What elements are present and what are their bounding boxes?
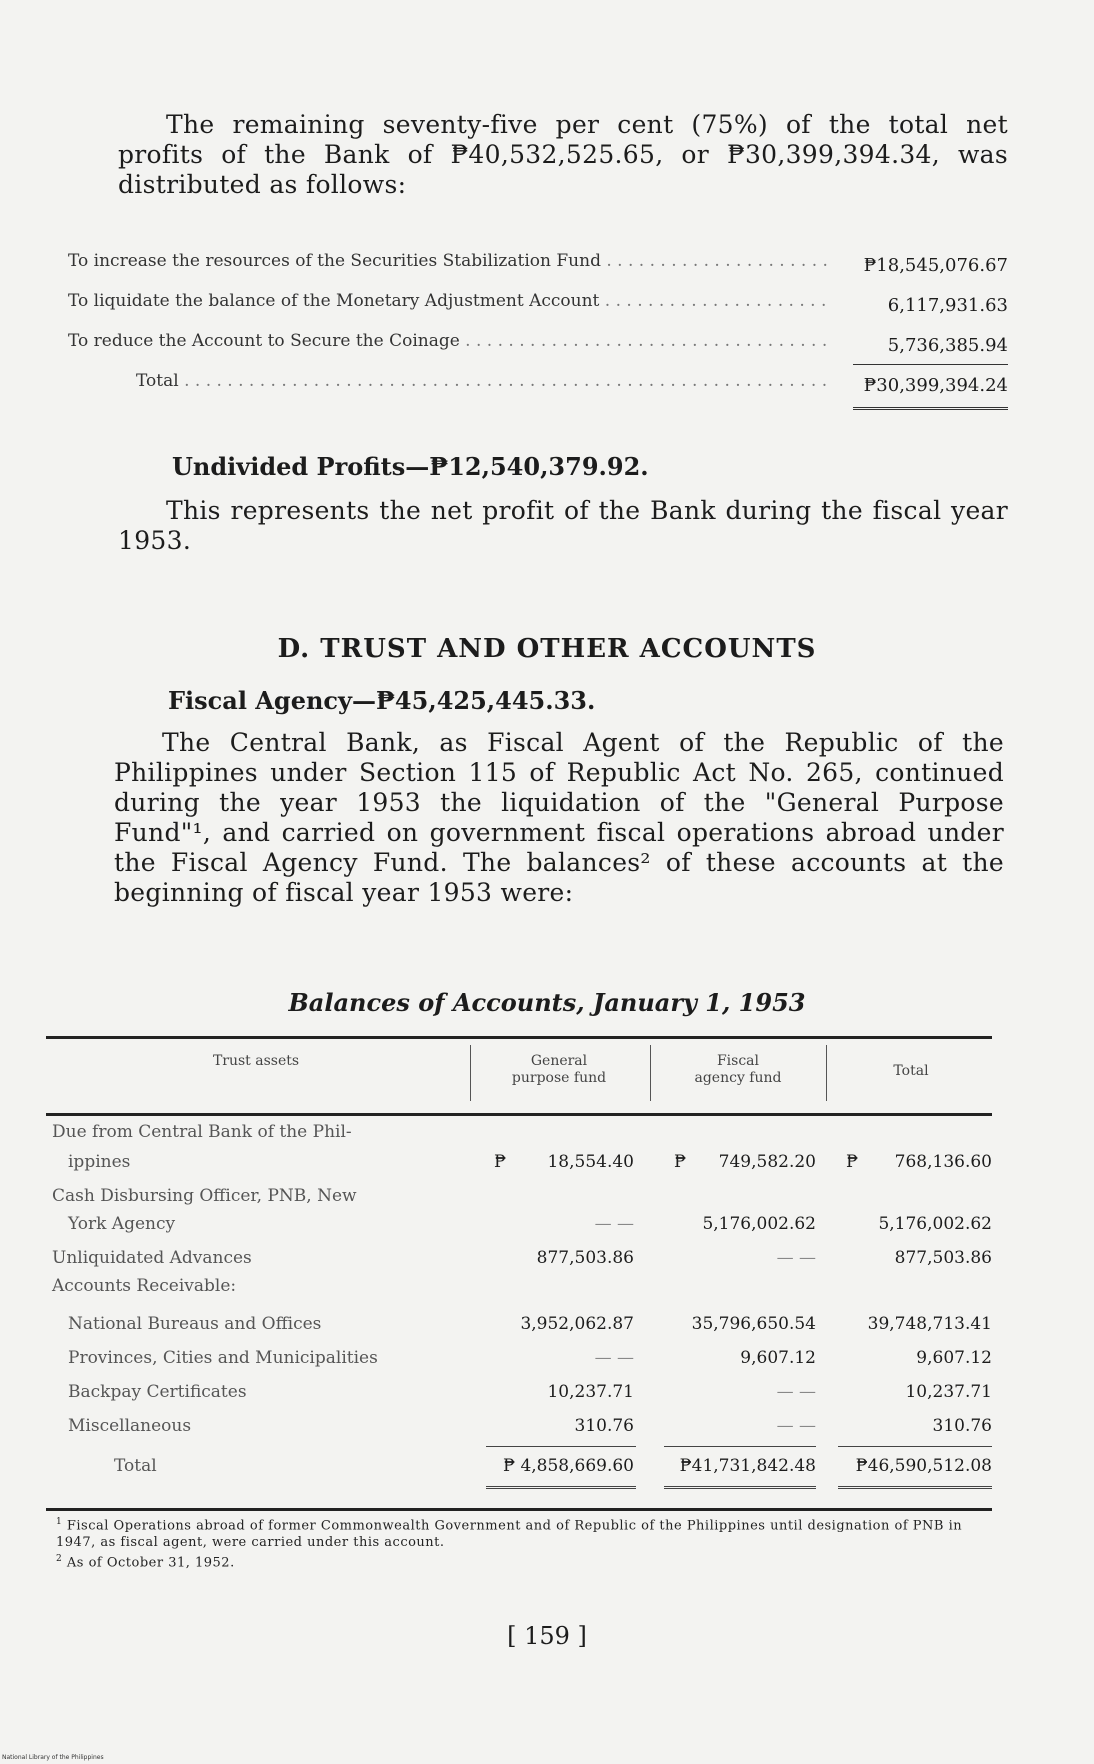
table-row: National Bureaus and Offices 3,952,062.87 35,796,650.54 39,748,713.41: [68, 1314, 992, 1334]
balances-table: [46, 1036, 992, 1511]
total-double-rule: [853, 407, 1008, 410]
header-total: Total: [893, 1063, 929, 1079]
section-heading: D. TRUST AND OTHER ACCOUNTS: [277, 634, 817, 664]
distribution-row: To increase the resources of the Securities Stabilization Fund . . . ₱18,545,076.67: [68, 243, 1008, 283]
table-row: Backpay Certificates 10,237.71 — — 10,237.71: [68, 1382, 992, 1402]
fiscal-paragraph: The Central Bank, as Fiscal Agent of the Republic of the Philippines under Section 115 of Republic Act No. 265, continued during the year 1953 the liquidation of the "General Purpose Fund"¹, and carried on government fiscal operations abroad under the Fiscal Agency Fund. The balances² of these accounts at the beginning of fiscal year 1953 were:: [114, 728, 1004, 907]
page-number: [ 159 ]: [507, 1622, 587, 1650]
header-trust-assets: Trust assets: [212, 1053, 300, 1069]
header-fiscal-agency: Fiscal agency fund: [694, 1053, 782, 1086]
table-row: Due from Central Bank of the Phil-: [52, 1122, 352, 1142]
footnote-2: $^2$ As of October 31, 1952.: [56, 1554, 235, 1571]
table-total-row: Total ₱ 4,858,669.60 ₱41,731,842.48 ₱46,590,512.08: [114, 1456, 992, 1476]
table-title: Balances of Accounts, January 1, 1953: [288, 988, 806, 1017]
table-row: York Agency — — 5,176,002.62 5,176,002.62: [68, 1214, 992, 1234]
distribution-table: [68, 243, 1008, 403]
footnote-1: $^1$ Fiscal Operations abroad of former Commonwealth Government and of Republic of the Philippines until designation of PNB in 1947, as fiscal agent, were carried under this account.: [56, 1517, 963, 1551]
fiscal-agency-heading: Fiscal Agency—₱45,425,445.33.: [168, 686, 596, 715]
footnotes: [56, 1514, 988, 1572]
table-row: Unliquidated Advances 877,503.86 — — 877,503.86: [52, 1248, 992, 1268]
table-body: [46, 1116, 992, 1496]
distribution-row: To liquidate the balance of the Monetary Adjustment Account . . . 6,117,931.63: [68, 283, 1008, 323]
undivided-profits-heading: Undivided Profits—₱12,540,379.92.: [172, 452, 649, 481]
table-row: Accounts Receivable:: [52, 1276, 237, 1296]
table-row: ippines ₱ 18,554.40 ₱ 749,582.20 ₱ 768,136.60: [68, 1152, 992, 1172]
distribution-row: To reduce the Account to Secure the Coinage . . . 5,736,385.94: [68, 323, 1008, 363]
table-bottom-rule: [46, 1508, 992, 1511]
header-general-purpose: General purpose fund: [511, 1053, 607, 1086]
intro-paragraph: The remaining seventy-five per cent (75%) of the total net profits of the Bank of ₱40,532,525.65, or ₱30,399,394.34, was distributed as follows:: [118, 110, 1008, 199]
undivided-paragraph: This represents the net profit of the Bank during the fiscal year 1953.: [118, 496, 1008, 555]
table-row: Cash Disbursing Officer, PNB, New: [52, 1186, 357, 1206]
distribution-total-row: Total . . . ₱30,399,394.24: [68, 363, 1008, 403]
library-credit: National Library of the Philippines: [2, 1754, 104, 1761]
table-row: Provinces, Cities and Municipalities — — 9,607.12 9,607.12: [68, 1348, 992, 1368]
table-row: Miscellaneous 310.76 — — 310.76: [68, 1416, 992, 1436]
table-header: [46, 1039, 992, 1113]
